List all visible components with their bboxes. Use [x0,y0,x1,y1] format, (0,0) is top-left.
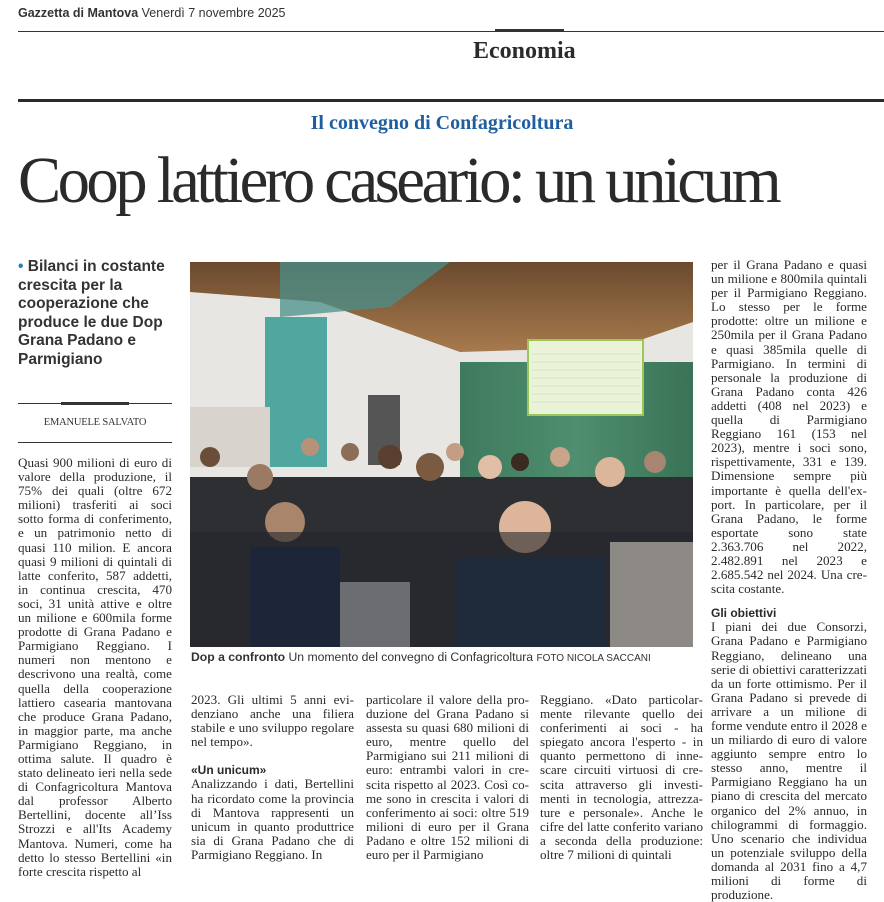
article-column-3 [366,693,529,862]
article-summary [18,258,178,369]
projection-screen [528,340,643,415]
paragraph: per il Grana Padano e quasi un milione e 800mila quintali per il Parmigiano Reggiano. Lo stesso per le forme prodotte: oltre un milione e 250mila per il Grana Padano e quasi 385mila quelle di Parmigiano. In termini di personale la produzione di Grana Padano conta 426 addetti (408 nel 2023) e quella di Parmigiano Reggiano 161 (153 nel 2023), mentre i soci sono, rispettivamente, 331 e 139. Dimensione sempre più importante è quella dell'export. In particolare, per il Grana Padano, le forme esportate sono state 2.363.706 nel 2022, 2.482.891 nel 2023 e 2.685.542 nel 2024. Una crescita costante. [711,257,867,597]
paragraph: Reggiano. «Dato particolarmente rilevante quello dei conferimenti ai soci - ha spiegato ancora l'esperto - in quanto permettono di innescare circuiti virtuosi di crescita attraverso gli investimenti in tecnologia, attrezzature e personale». Anche le cifre del latte conferito variano a seconda della produzione: oltre 7 milioni di quintali [540,692,703,863]
byline-marker [61,402,129,405]
paper-name: Gazzetta di Mantova [18,6,139,20]
byline-divider-bottom [18,442,172,443]
issue-date: Venerdì 7 novembre 2025 [141,6,286,20]
article-column-5 [711,258,867,902]
section-title: Economia [473,38,576,64]
top-divider [18,31,884,32]
man-in-navy [250,547,340,647]
bullet-icon: • [18,258,24,275]
caption-text: Un momento del convegno di Confagricoltura [288,650,534,664]
paragraph: 2023. Gli ultimi 5 anni evidenziano anche una filiera stabile e uno sviluppo regolare nel tempo». [191,692,354,750]
photo-caption [191,650,701,664]
article-photo [190,262,693,647]
summary-text: Bilanci in costante crescita per la cooperazione che produce le due Dop Grana Padano e Parmigiano [18,258,165,368]
chair [340,582,410,647]
article-column-1 [18,456,172,879]
paragraph: Analizzando i dati, Bertellini ha ricordato come la provincia di Mantova rappresenti un unicum in quanto produttrice sia di Grana Padano che di Parmigiano Reggiano. In [191,776,354,862]
byline: EMANUELE SALVATO [43,417,147,428]
photo-credit: FOTO NICOLA SACCANI [536,653,651,664]
masthead [18,6,286,20]
paragraph: particolare il valore della produzione del Grana Padano si assesta su quasi 680 milioni di euro, mentre quello del Parmigiano sui 211 milioni di euro: entrambi valori in crescita rispetto al 2023. Così come sono in crescita i valori di conferimento ai soci: oltre 519 milioni di euro per il Grana Padano e oltre 152 milioni di euro per il Parmigiano [366,692,529,863]
article-kicker: Il convegno di Confagricoltura [310,112,574,134]
section-marker [495,29,564,32]
conference-photo-illustration [190,262,693,647]
article-column-4 [540,693,703,862]
subheading-un-unicum: «Un unicum» [191,763,267,778]
man-in-sweater [455,557,605,647]
paragraph: Quasi 900 milioni di euro di valore della produzione, il 75% dei quali (oltre 672 milioni) trasferiti ai soci sotto forma di conferimento, e un patrimonio netto di quasi 110 milion. E ancora quasi 9 milioni di quintali di latte conferito, 587 addetti, in continua crescita, 470 soci, 31 unità attive e oltre un milione e 600mila forme prodotte di Grana Padano e Parmigiano Reggiano. I numeri non mentono e descrivono una realtà, come quella della cooperazione lattiero casearia mantovana che produce Grana Padano, in maggior parte, ma anche Parmigiano Reggiano, in ottima salute. Il quadro è stato delineato ieri nella sede di Confagricoltura Mantova dal professor Alberto Bertellini, docente all’Iss Strozzi e all'Its Academy Mantova. Numeri, come ha detto lo stesso Bertellini «in forte crescita rispetto al [18,455,172,879]
article-headline: Coop lattiero caseario: un unicum [18,144,779,217]
subheading-gli-obiettivi: Gli obiettivi [711,606,777,621]
caption-label: Dop a confronto [191,650,286,664]
section-divider [18,99,884,102]
man-in-grey-jacket [610,542,693,647]
paragraph: I piani dei due Consorzi, Grana Padano e Parmigiano Reggiano, delineano una serie di obiettivi caratterizzati da un forte ottimismo. Per il Grana Padano si prevede di arrivare a un milione di forme vendute entro il 2028 e un miliardo di euro di valore aggiunto sempre entro lo stesso anno, mentre il Parmigiano Reggiano ha un piano di crescita del mercato organico del 2% annuo, in chilogrammi di formaggio. Uno scenario che individua un potenziale sviluppo della domanda al 2031 fino a 4,7 milioni di forme di produzione. [711,619,867,902]
article-column-2 [191,693,354,862]
